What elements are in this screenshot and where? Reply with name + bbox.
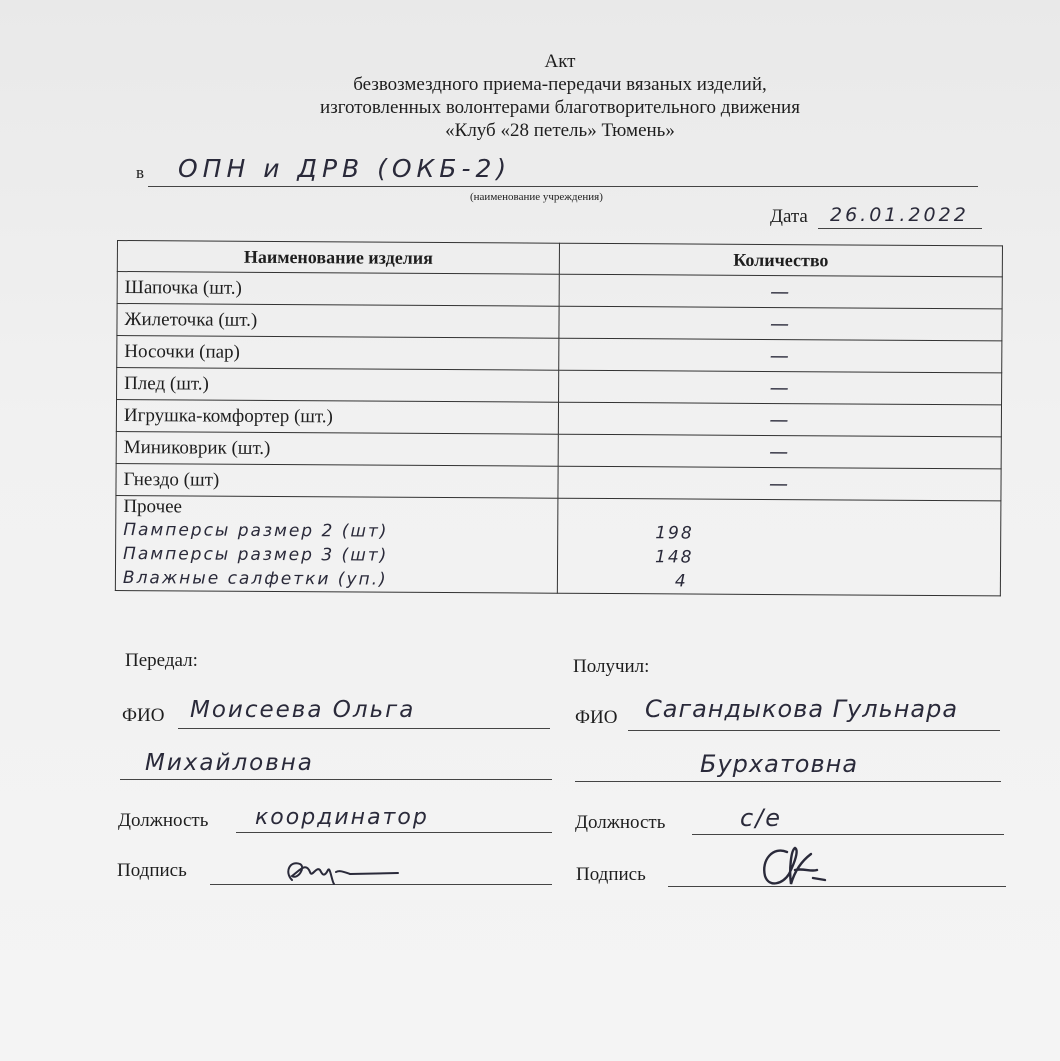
other-item-qty: 4 (674, 571, 688, 592)
receiver-signature-image (755, 840, 845, 895)
item-name: Гнездо (шт) (116, 463, 558, 498)
institution-caption: (наименование учреждения) (470, 191, 603, 203)
table-row (116, 400, 1001, 437)
item-qty: — (559, 338, 1002, 373)
table-row (117, 272, 1002, 309)
receiver-heading: Получил: (573, 656, 650, 677)
sender-fio-underline (178, 728, 550, 729)
table-row (117, 304, 1002, 341)
other-item-name: Влажные салфетки (уп.) (122, 568, 388, 590)
item-name: Игрушка-комфортер (шт.) (116, 400, 558, 435)
date-value: 26.01.2022 (830, 204, 969, 226)
sender-signature-image (280, 852, 410, 888)
table-row (117, 336, 1002, 373)
sender-signature-label: Подпись (117, 860, 187, 881)
table-row (116, 431, 1001, 468)
sender-position-label: Должность (118, 810, 209, 831)
item-name: Жилеточка (шт.) (117, 304, 559, 339)
date-underline (818, 228, 982, 229)
sender-position-underline (236, 832, 552, 833)
receiver-position-value: с/е (740, 804, 783, 832)
receiver-fio-underline-2 (575, 781, 1001, 782)
receiver-fio-label: ФИО (575, 707, 618, 728)
item-name: Носочки (пар) (117, 336, 559, 371)
institution-value: ОПН и ДРВ (ОКБ-2) (178, 154, 512, 183)
date-label: Дата (770, 206, 808, 227)
sender-fio-value: Моисеева Ольга (190, 697, 416, 723)
sender-fio-underline-2 (120, 779, 552, 780)
receiver-fio-value: Сагандыкова Гульнара (645, 695, 959, 723)
receiver-fio-underline (628, 730, 1000, 731)
item-qty: — (558, 466, 1001, 501)
table-row-other (115, 495, 1001, 595)
other-item-name: Памперсы размер 2 (шт) (123, 520, 389, 542)
item-name: Шапочка (шт.) (117, 272, 559, 307)
institution-underline (148, 186, 978, 187)
table-row (117, 368, 1002, 405)
column-header-name: Наименование изделия (117, 241, 559, 275)
other-item-qty: 148 (655, 547, 694, 568)
other-label: Прочее (123, 496, 183, 518)
column-header-qty: Количество (559, 243, 1002, 277)
item-qty: — (558, 434, 1001, 469)
receiver-position-label: Должность (575, 812, 666, 833)
item-name: Миниковрик (шт.) (116, 431, 558, 466)
items-table (115, 240, 1003, 596)
institution-prefix: в (136, 163, 145, 182)
other-items-cell (115, 495, 558, 593)
other-item-name: Памперсы размер 3 (шт) (123, 544, 389, 566)
doc-subtitle-line2: изготовленных волонтерами благотворительного движения (320, 97, 800, 118)
sender-heading: Передал: (125, 650, 198, 671)
doc-title: Акт (544, 51, 576, 72)
receiver-position-underline (692, 834, 1004, 835)
doc-subtitle-line1: безвозмездного приема-передачи вязаных изделий, (353, 74, 767, 95)
table-row (116, 463, 1001, 500)
sender-fio-label: ФИО (122, 705, 165, 726)
receiver-fio-value-2: Бурхатовна (700, 750, 859, 778)
other-qty-cell (557, 498, 1001, 596)
item-qty: — (558, 402, 1001, 437)
item-qty: — (559, 370, 1002, 405)
sender-position-value: координатор (255, 805, 429, 830)
item-name: Плед (шт.) (117, 368, 559, 403)
sender-fio-value-2: Михайловна (145, 750, 314, 776)
other-item-qty: 198 (655, 523, 694, 544)
item-qty: — (559, 306, 1002, 341)
doc-subtitle-line3: «Клуб «28 петель» Тюмень» (445, 120, 675, 141)
receiver-signature-label: Подпись (576, 864, 646, 885)
item-qty: — (559, 274, 1002, 309)
